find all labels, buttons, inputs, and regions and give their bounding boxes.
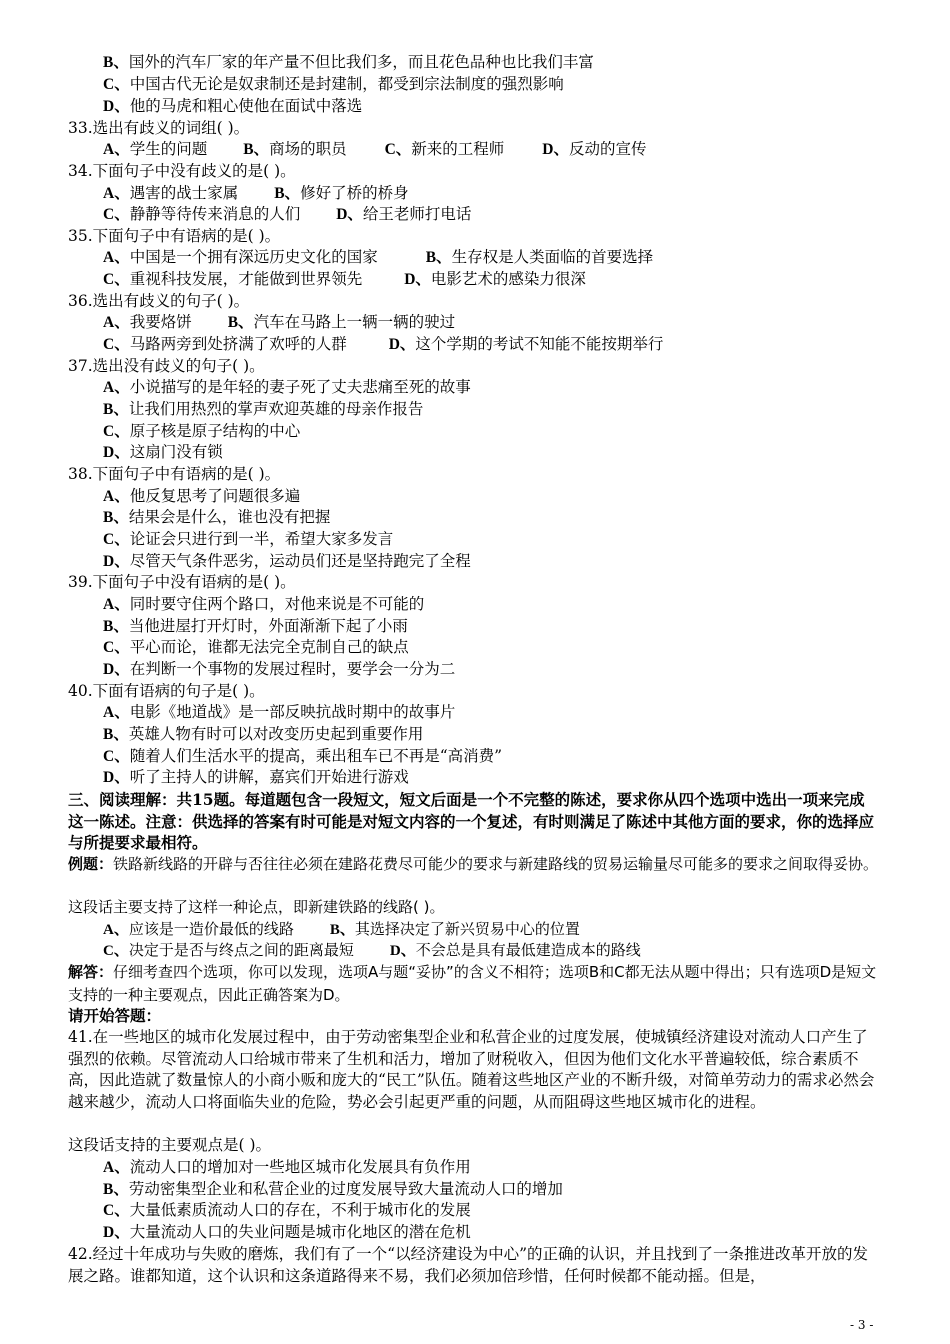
option-line: B、劳动密集型企业和私营企业的过度发展导致大量流动人口的增加 [103,1180,563,1198]
option-line: B、英雄人物有时可以对改变历史起到重要作用 [103,725,424,743]
answer-paragraph: 解答：仔细考查四个选项，你可以发现，选项A与题“妥协”的含义不相符；选项B和C都无法从题中得出；只有选项D是短文支持的一种主要观点，因此正确答案为D。 [68,963,877,1004]
page-number: - 3 - [850,1318,874,1332]
option-line: C、决定于是否与终点之间的距离最短 D、不会总是具有最低建造成本的路线 [103,941,641,959]
option-line: D、尽管天气条件恶劣，运动员们还是坚持跑完了全程 [103,552,471,570]
option-line: B、国外的汽车厂家的年产量不但比我们多，而且花色品种也比我们丰富 [103,53,594,71]
option-line: A、我要烙饼 B、汽车在马路上一辆一辆的驶过 [103,313,456,331]
reading-passage: 41.在一些地区的城市化发展过程中，由于劳动密集型企业和私营企业的过度发展，使城镇经济建设对流动人口产生了强烈的依赖。尽管流动人口给城市带来了生机和活力，增加了财税收入，但因为他们文化水平普遍较低，综合素质不高，因此造就了数量惊人的小商小贩和庞大的“民工”队伍。随着这些地区产业的不断升级，对简单劳动力的需求必然会越来越少，流动人口将面临失业的危险，势必会引起更严重的问题，从而阻碍这些地区城市化的进程。 [68,1028,875,1111]
option-line: D、听了主持人的讲解，嘉宾们开始进行游戏 [103,768,409,786]
option-line: A、同时要守住两个路口，对他来说是不可能的 [103,595,425,613]
question-stem: 37.选出没有歧义的句子( )。 [68,357,265,375]
reading-passage: 42.经过十年成功与失败的磨炼，我们有了一个“以经济建设为中心”的正确的认识，并且找到了一条推进改革开放的发展之路。谁都知道，这个认识和这条道路得来不易，我们必须加倍珍惜，任何时候都不能动摇。但是， [68,1245,869,1285]
option-line: C、平心而论，谁都无法完全克制自己的缺点 [103,638,409,656]
option-line: B、结果会是什么，谁也没有把握 [103,508,331,526]
section-heading: 三、阅读理解：共15题。每道题包含一段短文，短文后面是一个不完整的陈述，要求你从四个选项中选出一项来完成这一陈述。注意：供选择的答案有时可能是对短文内容的一个复述，有时则满足了陈述中其他方面的要求，你的选择应与所提要求最相符。 [68,790,875,853]
question-stem: 36.选出有歧义的句子( )。 [68,292,250,310]
option-line: B、当他进屋打开灯时，外面渐渐下起了小雨 [103,617,408,635]
option-line: C、大量低素质流动人口的存在，不利于城市化的发展 [103,1201,471,1219]
example-paragraph: 例题：铁路新线路的开辟与否往往必须在建路花费尽可能少的要求与新建路线的贸易运输量尽可能多的要求之间取得妥协。 [68,855,879,873]
question-stem: 33.选出有歧义的词组( )。 [68,119,250,137]
start-instruction: 请开始答题： [68,1006,162,1025]
option-line: D、大量流动人口的失业问题是城市化地区的潜在危机 [103,1223,471,1241]
question-stem: 39.下面句子中没有语病的是( )。 [68,573,296,591]
option-line: D、在判断一个事物的发展过程时，要学会一分为二 [103,660,456,678]
option-line: C、重视科技发展，才能做到世界领先 D、电影艺术的感染力很深 [103,270,586,288]
option-line: A、小说描写的是年轻的妻子死了丈夫悲痛至死的故事 [103,378,471,396]
option-line: A、他反复思考了问题很多遍 [103,487,301,505]
question-stem: 40.下面有语病的句子是( )。 [68,682,265,700]
example-stem: 这段话主要支持了这样一种论点，即新建铁路的线路( )。 [68,898,445,916]
question-stem: 这段话支持的主要观点是( )。 [68,1136,272,1154]
option-line: B、让我们用热烈的掌声欢迎英雄的母亲作报告 [103,400,424,418]
option-line: D、他的马虎和粗心使他在面试中落选 [103,97,363,115]
option-line: A、应该是一造价最低的线路 B、其选择决定了新兴贸易中心的位置 [103,920,580,938]
option-line: C、马路两旁到处挤满了欢呼的人群 D、这个学期的考试不知能不能按期举行 [103,335,664,353]
question-stem: 34.下面句子中没有歧义的是( )。 [68,162,296,180]
question-stem: 35.下面句子中有语病的是( )。 [68,227,281,245]
option-line: D、这扇门没有锁 [103,443,223,461]
option-line: A、学生的问题 B、商场的职员 C、新来的工程师 D、反动的宣传 [103,140,647,158]
option-line: C、静静等待传来消息的人们 D、给王老师打电话 [103,205,472,223]
option-line: A、流动人口的增加对一些地区城市化发展具有负作用 [103,1158,471,1176]
option-line: C、论证会只进行到一半，希望大家多发言 [103,530,394,548]
option-line: C、中国古代无论是奴隶制还是封建制，都受到宗法制度的强烈影响 [103,75,564,93]
option-line: A、电影《地道战》是一部反映抗战时期中的故事片 [103,703,456,721]
option-line: A、中国是一个拥有深远历史文化的国家 B、生存权是人类面临的首要选择 [103,248,654,266]
option-line: C、原子核是原子结构的中心 [103,422,301,440]
question-stem: 38.下面句子中有语病的是( )。 [68,465,281,483]
option-line: C、随着人们生活水平的提高，乘出租车已不再是“高消费” [103,747,503,765]
option-line: A、遇害的战士家属 B、修好了桥的桥身 [103,184,409,202]
